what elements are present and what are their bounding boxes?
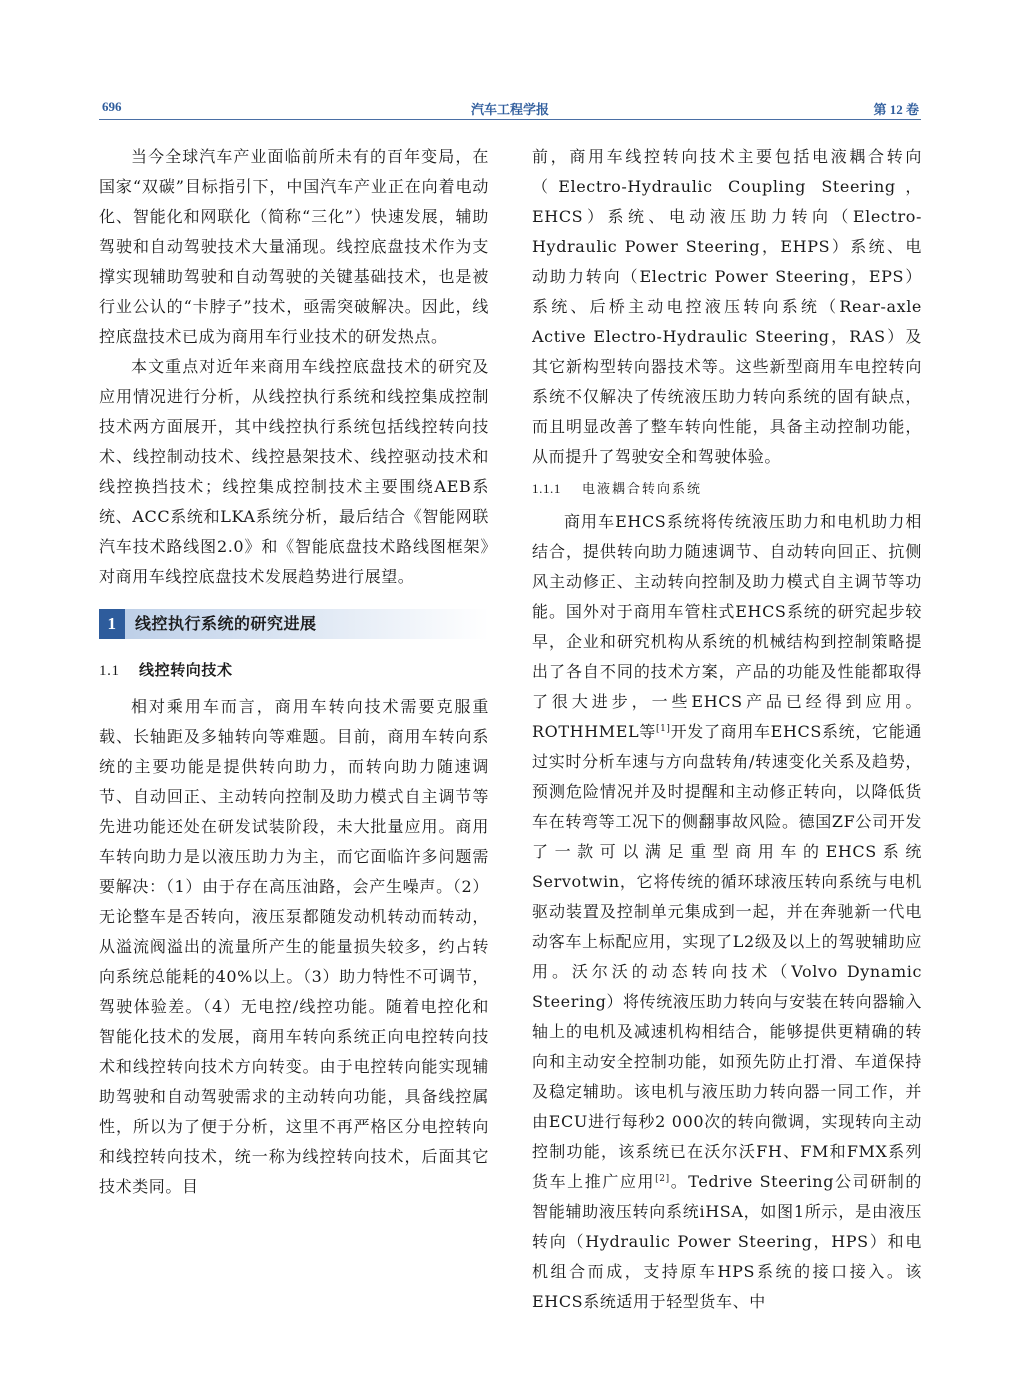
reference-1[interactable]: [1] [655, 724, 671, 734]
section-1-number: 1 [99, 609, 125, 639]
section-1-1-1-heading [532, 474, 922, 505]
ehcs-paragraph [532, 507, 922, 1317]
ehcs-text-c: 。Tedrive Steering公司研制的智能辅助液压转向系统iHSA，如图1所示，是由液压转向（Hydraulic Power Steering，HPS）和电机组合而成，支持原车HPS系统的接口接入。该EHCS系统适用于轻型货车、中 [532, 1172, 923, 1311]
ehcs-text-a: 商用车EHCS系统将传统液压助力和电机助力相结合，提供转向助力随速调节、自动转向回正、抗侧风主动修正、主动转向控制及助力模式自主调节等功能。国外对于商用车管柱式EHCS系统的研究起步较早，企业和研究机构从系统的机械结构到控制策略提出了各自不同的技术方案，产品的功能及性能都取得了很大进步，一些EHCS产品已经得到应用。ROTHHMEL等 [532, 512, 922, 741]
right-column [532, 142, 922, 1317]
page-number: 696 [102, 99, 122, 114]
section-1-title: 线控执行系统的研究进展 [135, 614, 317, 633]
section-1-heading [99, 609, 489, 639]
section-1-1-heading [99, 655, 489, 686]
section-1-1-1-number: 1.1.1 [532, 481, 561, 496]
intro-paragraph-2: 本文重点对近年来商用车线控底盘技术的研究及应用情况进行分析，从线控执行系统和线控集成控制技术两方面展开，其中线控执行系统包括线控转向技术、线控制动技术、线控悬架技术、线控驱动技术和线控换挡技术；线控集成控制技术主要围绕AEB系统、ACC系统和LKA系统分析，最后结合《智能网联汽车技术路线图2.0》和《智能底盘技术路线图框架》对商用车线控底盘技术发展趋势进行展望。 [99, 357, 489, 586]
volume-label: 第 12 卷 [873, 102, 919, 117]
steering-paragraph: 相对乘用车而言，商用车转向技术需要克服重载、长轴距及多轴转向等难题。目前，商用车转向系统的主要功能是提供转向助力，而转向助力随速调节、自动回正、主动转向控制及助力模式自主调节等先进功能还处在研发试装阶段，未大批量应用。商用车转向助力是以液压助力为主，而它面临许多问题需要解决：（1）由于存在高压油路，会产生噪声。（2）无论整车是否转向，液压泵都随发动机转动而转动，从溢流阀溢出的流量所产生的能量损失较多，约占转向系统总能耗的40%以上。（3）助力特性不可调节，驾驶体验差。（4）无电控/线控功能。随着电控化和智能化技术的发展，商用车转向系统正向电控转向技术和线控转向技术方向转变。由于电控转向能实现辅助驾驶和自动驾驶需求的主动转向功能，具备线控属性，所以为了便于分析，这里不再严格区分电控转向和线控转向技术，统一称为线控转向技术，后面其它技术类同。目 [99, 697, 489, 1196]
section-1-1-title: 线控转向技术 [139, 661, 233, 679]
section-1-1-1-title: 电液耦合转向系统 [582, 482, 703, 497]
intro-paragraph-1: 当今全球汽车产业面临前所未有的百年变局，在国家“双碳”目标指引下，中国汽车产业正在向着电动化、智能化和网联化（简称“三化”）快速发展，辅助驾驶和自动驾驶技术大量涌现。线控底盘技术作为支撑实现辅助驾驶和自动驾驶的关键基础技术，也是被行业公认的“卡脖子”技术，亟需突破解决。因此，线控底盘技术已成为商用车行业技术的研发热点。 [99, 147, 489, 346]
journal-title: 汽车工程学报 [470, 102, 549, 117]
left-column [99, 142, 489, 1202]
ehcs-text-b: 开发了商用车EHCS系统，它能通过实时分析车速与方向盘转角/转速变化关系及趋势，预测危险情况并及时提醒和主动修正转向，以降低货车在转弯等工况下的侧翻事故风险。德国ZF公司开发了一款可以满足重型商用车的EHCS系统Servotwin，它将传统的循环球液压转向系统与电机驱动装置及控制单元集成到一起，并在奔驰新一代电动客车上标配应用，实现了L2级及以上的驾驶辅助应用。沃尔沃的动态转向技术（Volvo Dynamic Steering）将传统液压助力转向与安装在转向器输入轴上的电机及减速机构相结合，能够提供更精确的转向和主动安全控制功能，如预先防止打滑、车道保持及稳定辅助。该电机与液压助力转向器一同工作，并由ECU进行每秒2 000次的转向微调，实现转向主动控制功能，该系统已在沃尔沃FH、FM和FMX系列货车上推广应用 [532, 722, 922, 1191]
section-1-1-number: 1.1 [99, 663, 120, 679]
reference-2[interactable]: [2] [655, 1174, 670, 1184]
continued-paragraph: 前，商用车线控转向技术主要包括电液耦合转向（Electro-Hydraulic Coupling Steering，EHCS）系统、电动液压助力转向（Electro-Hydraulic Power Steering，EHPS）系统、电动助力转向（Electric Power Steering，EPS）系统、后桥主动电控液压转向系统（Rear-axle Active Electro-Hydraulic Steering，RAS）及其它新构型转向器技术等。这些新型商用车电控转向系统不仅解决了传统液压助力转向系统的固有缺点，而且明显改善了整车转向性能，具备主动控制功能，从而提升了驾驶安全和驾驶体验。 [532, 147, 922, 466]
page-header [99, 97, 921, 120]
